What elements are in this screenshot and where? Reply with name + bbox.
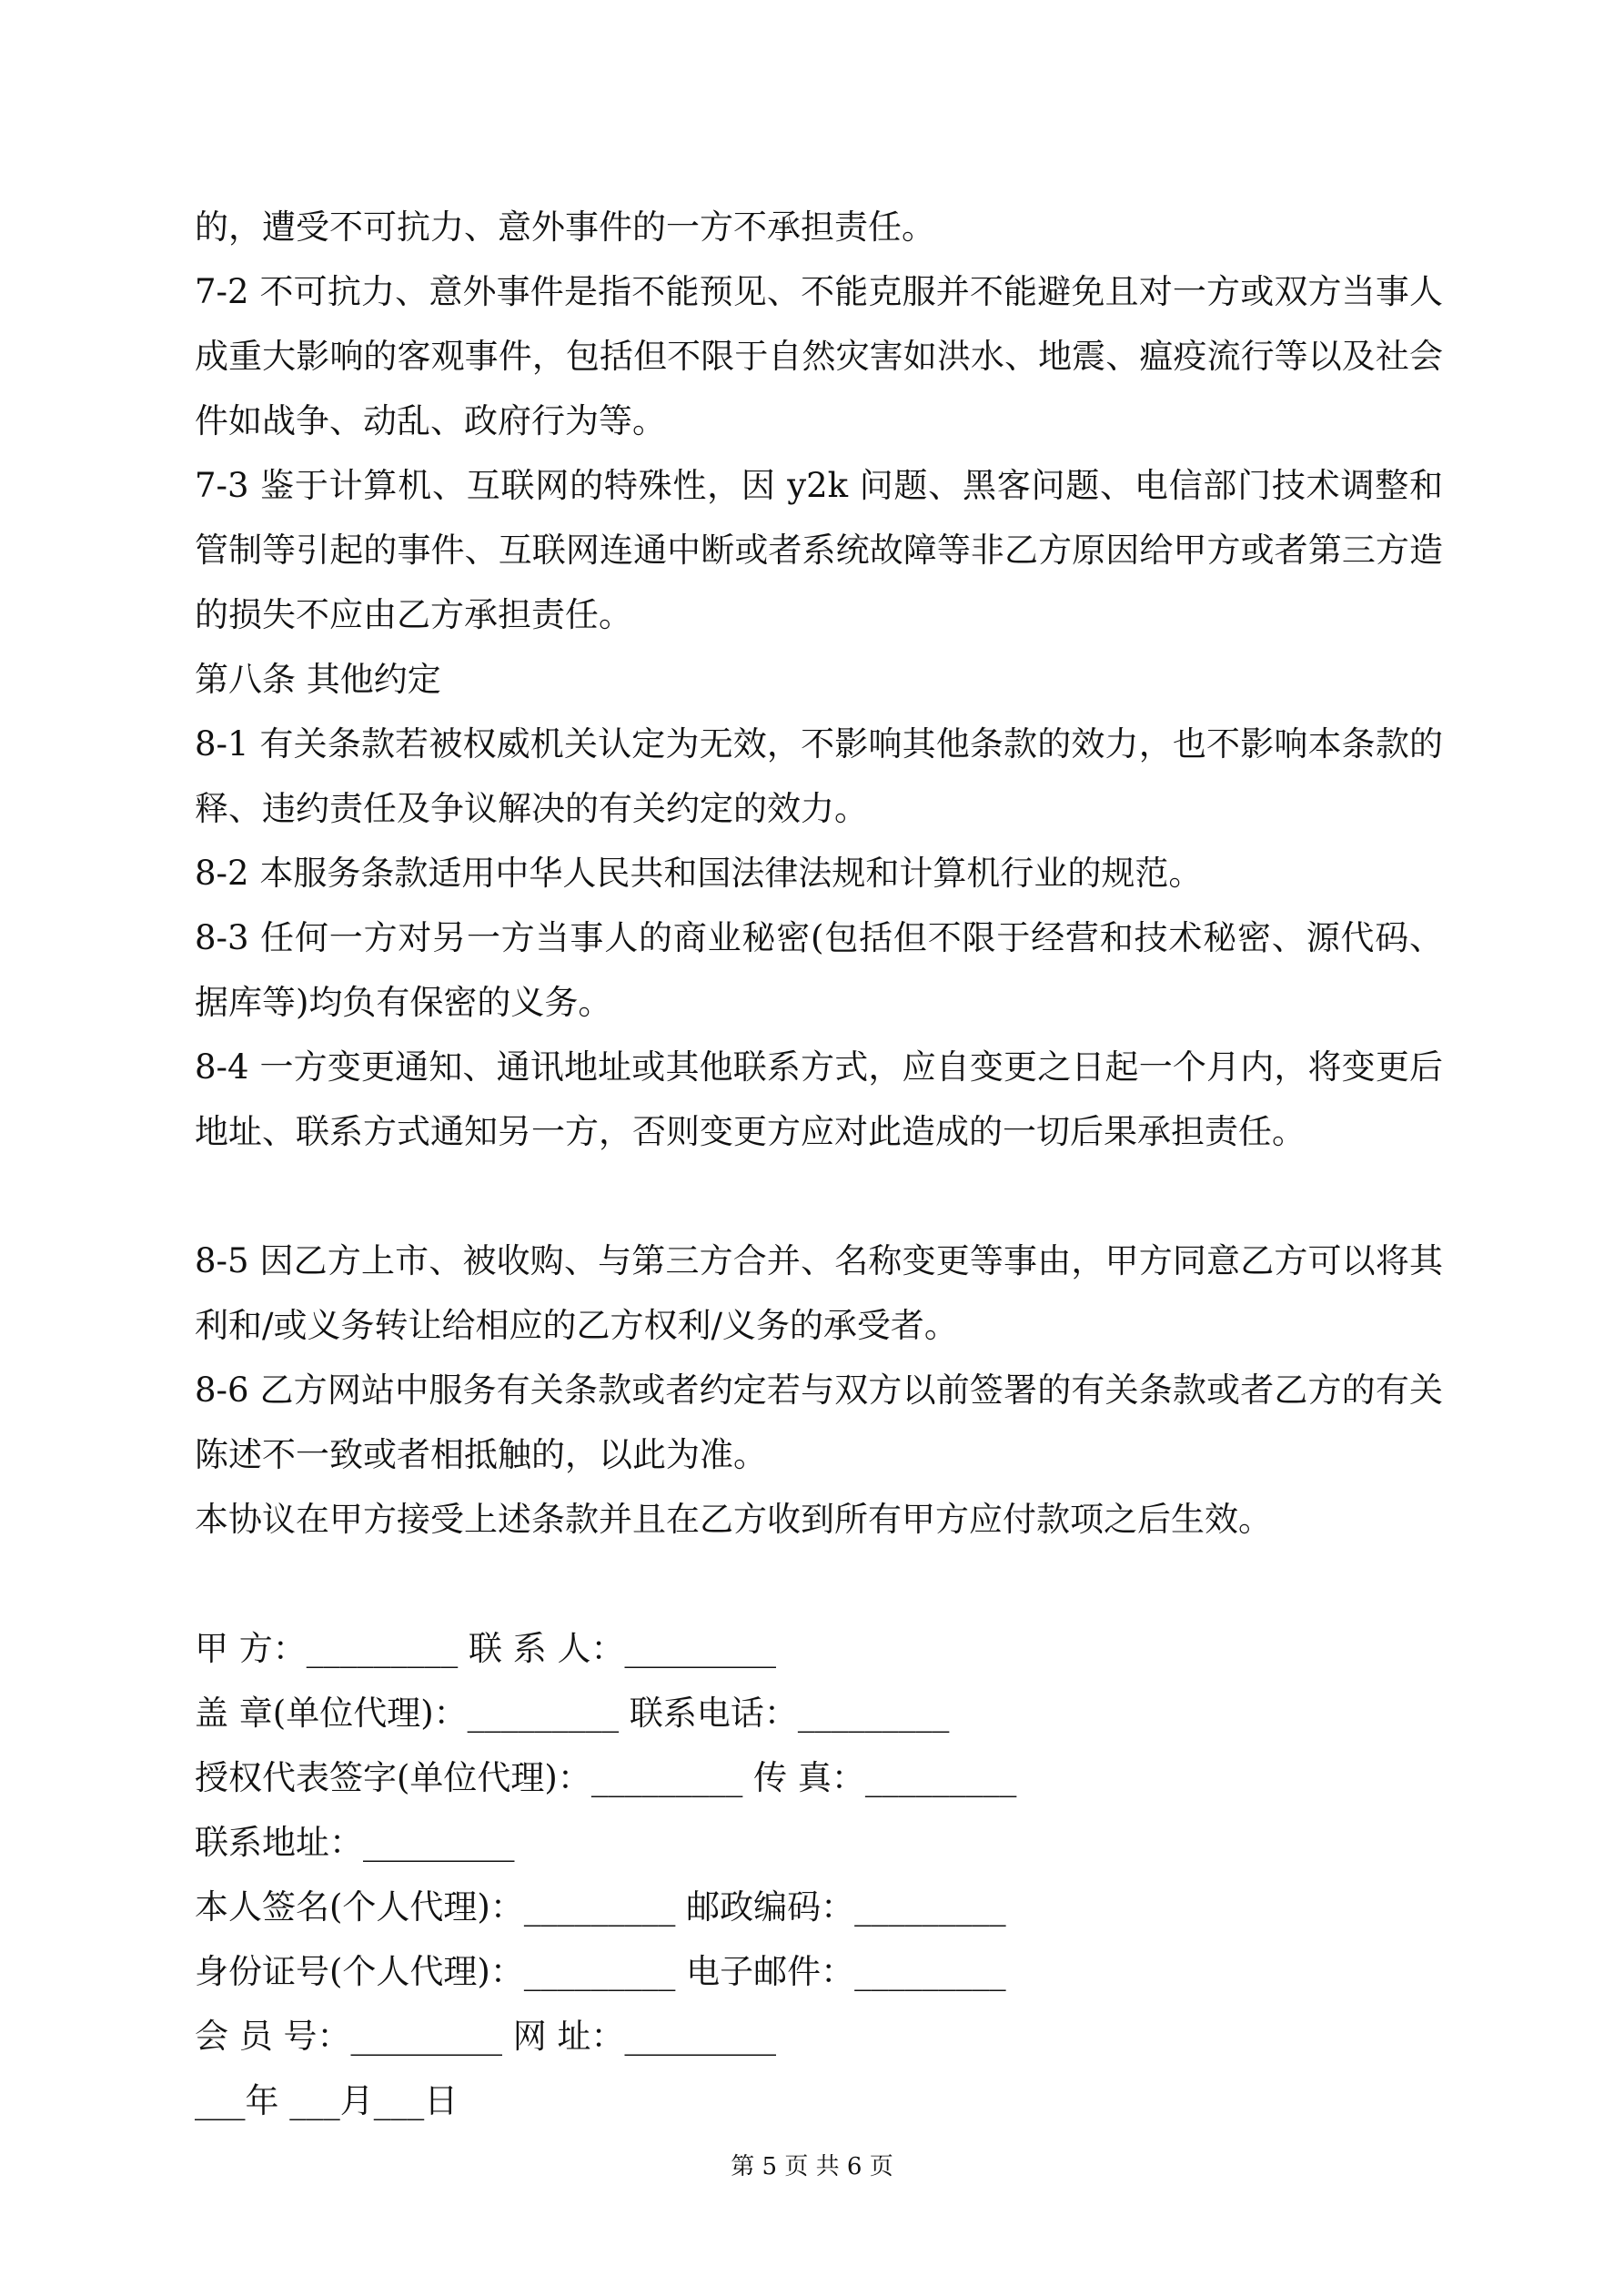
- text-line: 件如战争、动乱、政府行为等。: [195, 401, 666, 440]
- text-line: 陈述不一致或者相抵触的，以此为准。: [195, 1435, 767, 1474]
- text-line: 7-3 鉴于计算机、互联网的特殊性，因 y2k 问题、黑客问题、电信部门技术调整和: [195, 466, 1443, 505]
- blank-line: [195, 1164, 1443, 1229]
- text-line: 据库等)均负有保密的义务。: [195, 983, 612, 1022]
- text-line: 地址、联系方式通知另一方，否则变更方应对此造成的一切后果承担责任。: [195, 1112, 1306, 1151]
- text-line: 利和/或义务转让给相应的乙方权利/义务的承受者。: [195, 1306, 958, 1345]
- form-field-line: 授权代表签字(单位代理)：_________ 传 真：_________: [195, 1758, 1017, 1797]
- form-field-line: 联系地址：_________: [195, 1823, 515, 1862]
- text-line: 成重大影响的客观事件，包括但不限于自然灾害如洪水、地震、瘟疫流行等以及社会: [195, 337, 1443, 376]
- text-line: 8-3 任何一方对另一方当事人的商业秘密(包括但不限于经营和技术秘密、源代码、: [195, 918, 1443, 957]
- form-field-line: 身份证号(个人代理)：_________ 电子邮件：_________: [195, 1952, 1006, 1991]
- text-line: 的损失不应由乙方承担责任。: [195, 595, 632, 634]
- text-line: 本协议在甲方接受上述条款并且在乙方收到所有甲方应付款项之后生效。: [195, 1500, 1272, 1539]
- form-field-line: 甲 方：_________ 联 系 人：_________: [195, 1629, 777, 1668]
- form-field-line: 盖 章(单位代理)：_________ 联系电话：_________: [195, 1694, 950, 1733]
- text-line: 管制等引起的事件、互联网连通中断或者系统故障等非乙方原因给甲方或者第三方造: [195, 531, 1443, 570]
- form-field-line: 本人签名(个人代理)：_________ 邮政编码：_________: [195, 1887, 1006, 1927]
- text-line: 第八条 其他约定: [195, 660, 441, 699]
- document-body: [195, 195, 1443, 2133]
- form-field-line: 会 员 号：_________ 网 址：_________: [195, 2017, 777, 2056]
- text-line: 7-2 不可抗力、意外事件是指不能预见、不能克服并不能避免且对一方或双方当事人: [195, 272, 1443, 311]
- text-line: 8-1 有关条款若被权威机关认定为无效，不影响其他条款的效力，也不影响本条款的: [195, 724, 1443, 764]
- text-line: 释、违约责任及争议解决的有关约定的效力。: [195, 789, 868, 828]
- page-footer: 第 5 页 共 6 页: [731, 2153, 893, 2180]
- text-line: 8-6 乙方网站中服务有关条款或者约定若与双方以前签署的有关条款或者乙方的有关: [195, 1371, 1443, 1410]
- text-line: 8-5 因乙方上市、被收购、与第三方合并、名称变更等事由，甲方同意乙方可以将其: [195, 1241, 1443, 1280]
- text-line: 的，遭受不可抗力、意外事件的一方不承担责任。: [195, 207, 935, 247]
- form-field-line: ___年 ___月___日: [195, 2081, 459, 2120]
- blank-line: [195, 1552, 1443, 1616]
- text-line: 8-4 一方变更通知、通讯地址或其他联系方式，应自变更之日起一个月内，将变更后: [195, 1047, 1443, 1087]
- text-line: 8-2 本服务条款适用中华人民共和国法律法规和计算机行业的规范。: [195, 854, 1203, 893]
